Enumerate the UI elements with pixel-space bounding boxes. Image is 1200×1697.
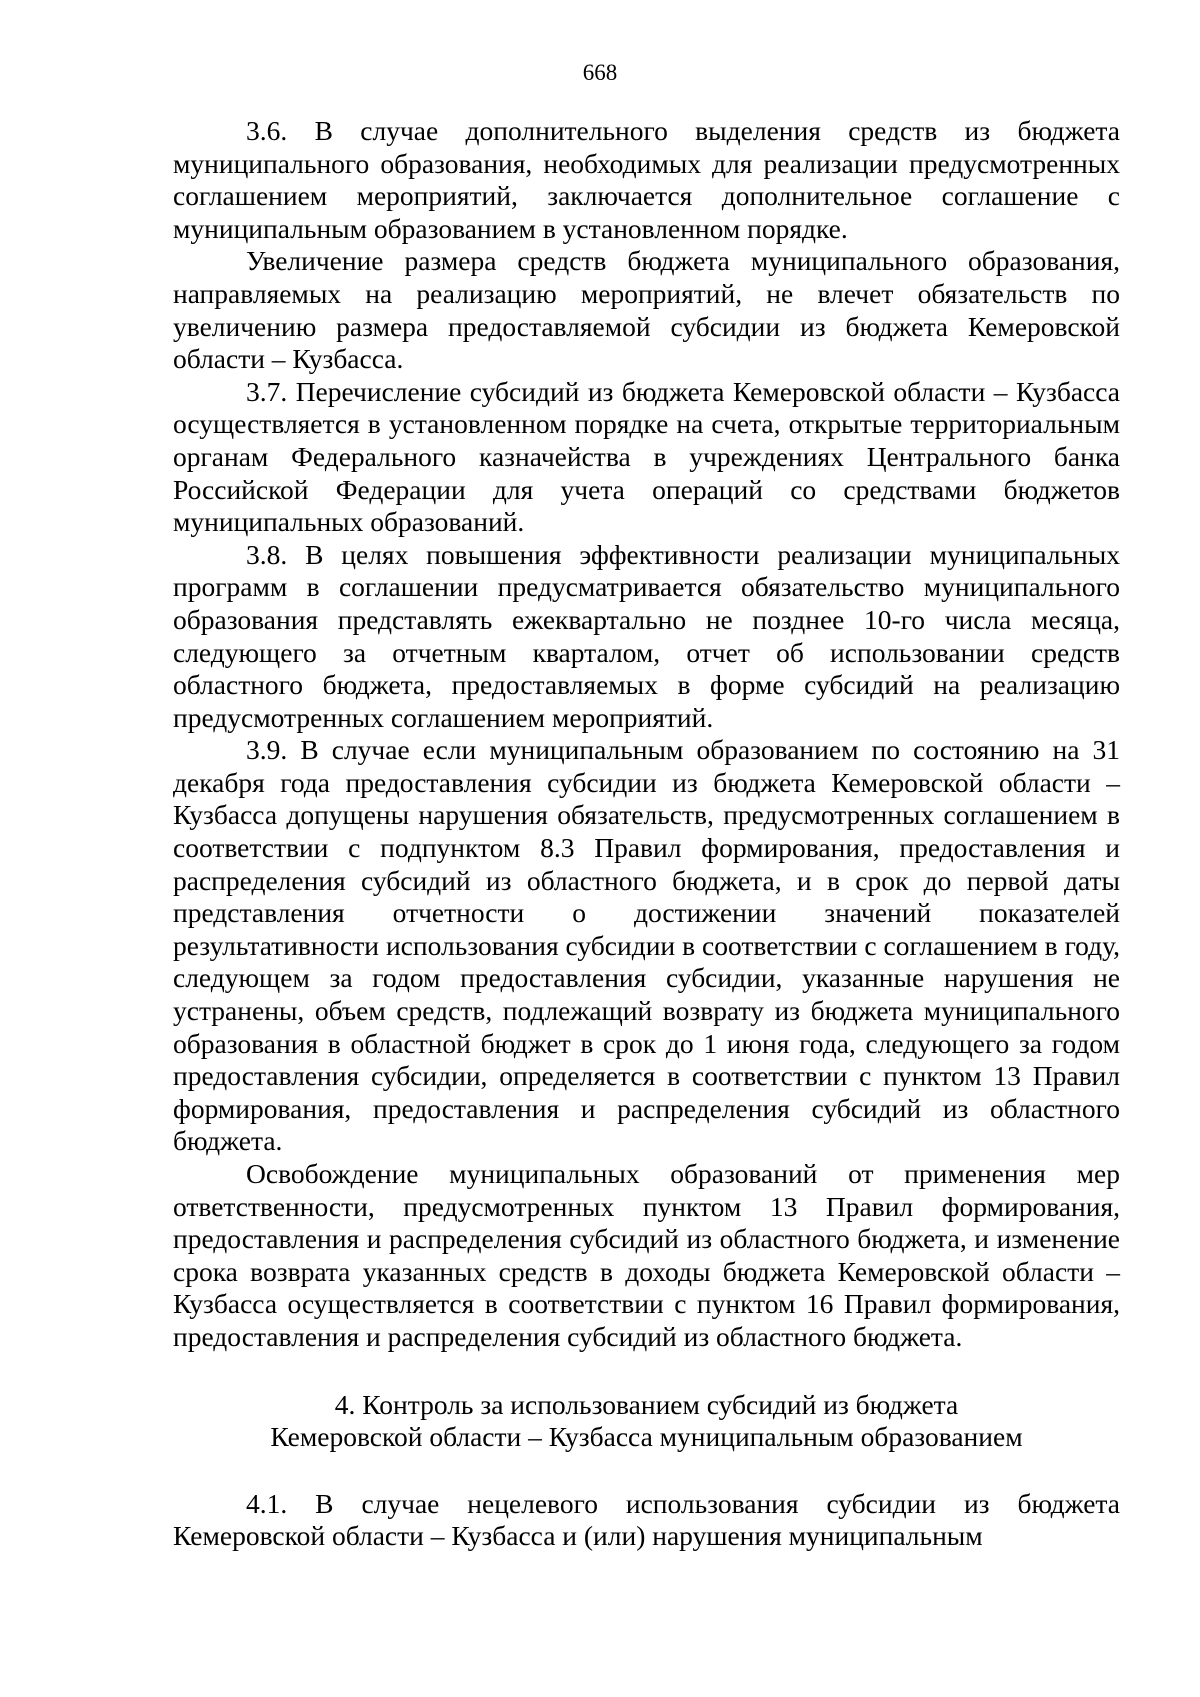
- section-4-heading-line-1: 4. Контроль за использованием субсидий из бюджета: [334, 1388, 959, 1420]
- paragraph-3-9-continued: Освобождение муниципальных образований от применения мер ответственности, предусмотренных пунктом 13 Правил формирования, предоставления и распределения субсидий из областного бюджета, и изменение срока возврата указанных средств в доходы бюджета Кемеровской области – Кузбасса осуществляется в соответствии с пунктом 16 Правил формирования, предоставления и распределения субсидий из областного бюджета.: [173, 1158, 1120, 1352]
- document-body: [173, 115, 1120, 1553]
- section-4-heading: [173, 1389, 1120, 1454]
- paragraph-4-1: 4.1. В случае нецелевого использования субсидии из бюджета Кемеровской области – Кузбасса и (или) нарушения муниципальным: [173, 1487, 1120, 1552]
- paragraph-3-7: 3.7. Перечисление субсидий из бюджета Кемеровской области – Кузбасса осуществляется в установленном порядке на счета, открытые территориальным органам Федерального казначейства в учреждениях Центрального банка Российской Федерации для учета операций со средствами бюджетов муниципальных образований.: [173, 375, 1120, 538]
- page-number: 668: [582, 60, 618, 85]
- paragraph-3-8: 3.8. В целях повышения эффективности реализации муниципальных программ в соглашении предусматривается обязательство муниципального образования представлять ежеквартально не позднее 10-го числа месяца, следующего за отчетным кварталом, отчет об использовании средств областного бюджета, предоставляемых в форме субсидий на реализацию предусмотренных соглашением мероприятий.: [173, 538, 1120, 733]
- paragraph-3-9: 3.9. В случае если муниципальным образованием по состоянию на 31 декабря года предоставления субсидии из бюджета Кемеровской области – Кузбасса допущены нарушения обязательств, предусмотренных соглашением в соответствии с подпунктом 8.3 Правил формирования, предоставления и распределения субсидий из областного бюджета, и в срок до первой даты представления отчетности о достижении значений показателей результативности использования субсидии в соответствии с соглашением в году, следующем за годом предоставления субсидии, указанные нарушения не устранены, объем средств, подлежащий возврату из бюджета муниципального образования в областной бюджет в срок до 1 июня года, следующего за годом предоставления субсидии, определяется в соответствии с пунктом 13 Правил формирования, предоставления и распределения субсидий из областного бюджета.: [173, 734, 1120, 1157]
- paragraph-3-6: 3.6. В случае дополнительного выделения средств из бюджета муниципального образования, необходимых для реализации предусмотренных соглашением мероприятий, заключается дополнительное соглашение с муниципальным образованием в установленном порядке.: [173, 115, 1120, 244]
- paragraph-3-6-continued: Увеличение размера средств бюджета муниципального образования, направляемых на реализацию мероприятий, не влечет обязательств по увеличению размера предоставляемой субсидии из бюджета Кемеровской области – Кузбасса.: [173, 245, 1120, 375]
- section-4-heading-line-2: Кемеровской области – Кузбасса муниципальным образованием: [270, 1421, 1023, 1453]
